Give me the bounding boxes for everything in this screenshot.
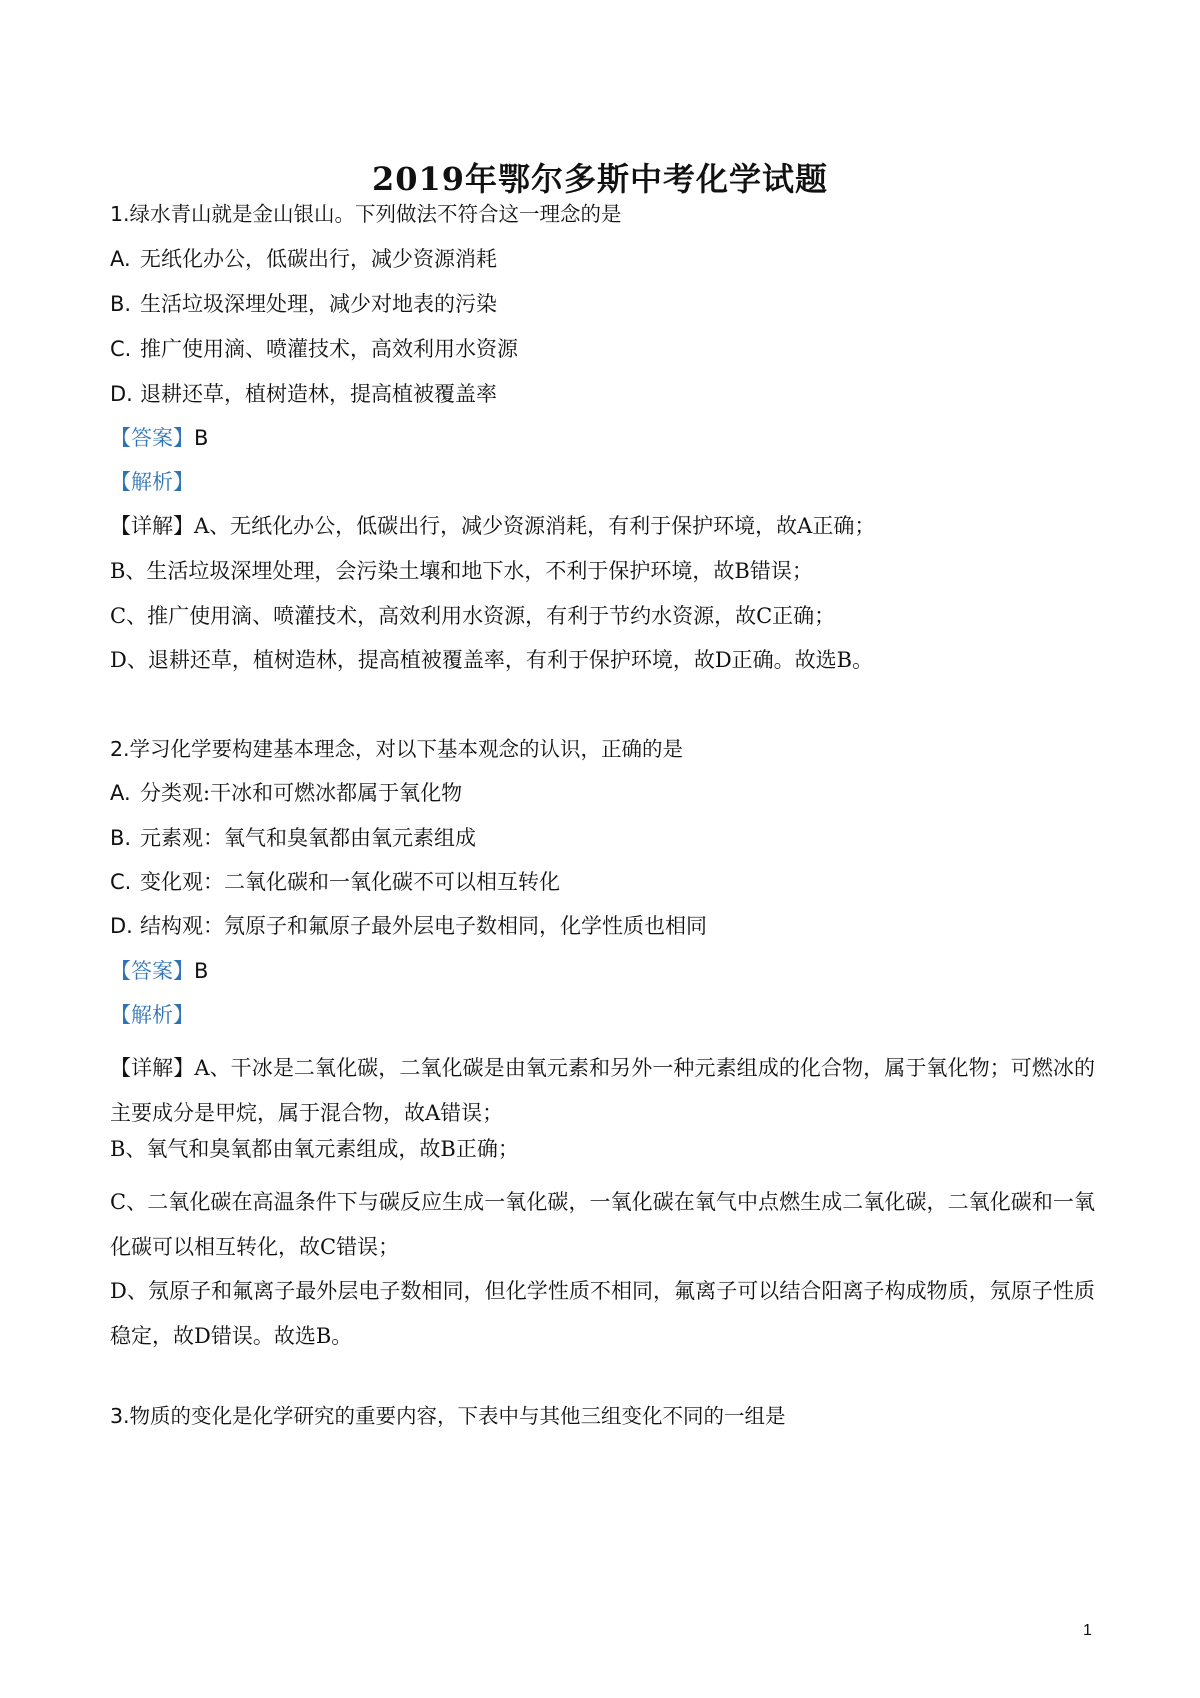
answer-label: 【答案】	[110, 959, 194, 983]
question-1-analysis-label: 【解析】	[110, 470, 194, 494]
question-1-detail-line: B、生活垃圾深埋处理，会污染土壤和地下水，不利于保护环境，故B错误；	[110, 559, 813, 583]
option-letter: B.	[110, 826, 132, 850]
option-text: 变化观：二氧化碳和一氧化碳不可以相互转化	[140, 870, 560, 894]
question-1-option-a	[110, 245, 497, 273]
question-2-detail-paragraph: C、二氧化碳在高温条件下与碳反应生成一氧化碳，一氧化碳在氧气中点燃生成二氧化碳，二氧化碳和一氧化碳可以相互转化，故C错误；	[110, 1190, 1095, 1259]
question-1-answer	[110, 424, 208, 452]
answer-label: 【答案】	[110, 426, 194, 450]
question-3-stem: 3.物质的变化是化学研究的重要内容，下表中与其他三组变化不同的一组是	[110, 1404, 786, 1428]
question-1-detail-line: 【详解】A、无纸化办公，低碳出行，减少资源消耗，有利于保护环境，故A正确；	[110, 514, 876, 538]
question-2-detail-paragraph: 【详解】A、干冰是二氧化碳，二氧化碳是由氧元素和另外一种元素组成的化合物，属于氧化物；可燃冰的主要成分是甲烷，属于混合物，故A错误；	[110, 1056, 1095, 1125]
question-1-detail-line: D、退耕还草，植树造林，提高植被覆盖率，有利于保护环境，故D正确。故选B。	[110, 648, 874, 672]
option-text: 推广使用滴、喷灌技术，高效利用水资源	[140, 337, 518, 361]
option-text: 无纸化办公，低碳出行，减少资源消耗	[140, 247, 497, 271]
question-1-option-d	[110, 380, 497, 408]
question-1-stem: 1.绿水青山就是金山银山。下列做法不符合这一理念的是	[110, 202, 622, 226]
question-2-analysis-label: 【解析】	[110, 1003, 194, 1027]
question-2-option-c	[110, 868, 560, 896]
answer-value: B	[194, 959, 209, 983]
question-2-answer	[110, 957, 208, 985]
option-letter: C.	[110, 337, 132, 361]
option-text: 结构观：氖原子和氟原子最外层电子数相同，化学性质也相同	[140, 914, 707, 938]
option-letter: B.	[110, 292, 132, 316]
option-text: 分类观:干冰和可燃冰都属于氧化物	[140, 781, 463, 805]
question-1-detail-line: C、推广使用滴、喷灌技术，高效利用水资源，有利于节约水资源，故C正确；	[110, 604, 836, 628]
option-text: 生活垃圾深埋处理，减少对地表的污染	[140, 292, 497, 316]
question-1-option-b	[110, 290, 497, 318]
option-text: 元素观：氧气和臭氧都由氧元素组成	[140, 826, 476, 850]
question-2-detail-line: B、氧气和臭氧都由氧元素组成，故B正确；	[110, 1137, 519, 1161]
option-letter: D.	[110, 914, 133, 938]
question-2-option-b	[110, 824, 476, 852]
question-2-option-a	[110, 779, 462, 807]
question-1-option-c	[110, 335, 518, 363]
question-2-detail-paragraph: D、氖原子和氟离子最外层电子数相同，但化学性质不相同，氟离子可以结合阳离子构成物质，氖原子性质稳定，故D错误。故选B。	[110, 1279, 1095, 1348]
option-text: 退耕还草，植树造林，提高植被覆盖率	[140, 382, 497, 406]
answer-value: B	[194, 426, 209, 450]
page-title: 2019年鄂尔多斯中考化学试题	[371, 160, 829, 198]
question-2-option-d	[110, 912, 707, 940]
option-letter: A.	[110, 781, 131, 805]
page-number: 1	[1083, 1622, 1092, 1639]
option-letter: D.	[110, 382, 133, 406]
question-2-stem: 2.学习化学要构建基本理念，对以下基本观念的认识，正确的是	[110, 737, 684, 761]
option-letter: A.	[110, 247, 131, 271]
option-letter: C.	[110, 870, 132, 894]
